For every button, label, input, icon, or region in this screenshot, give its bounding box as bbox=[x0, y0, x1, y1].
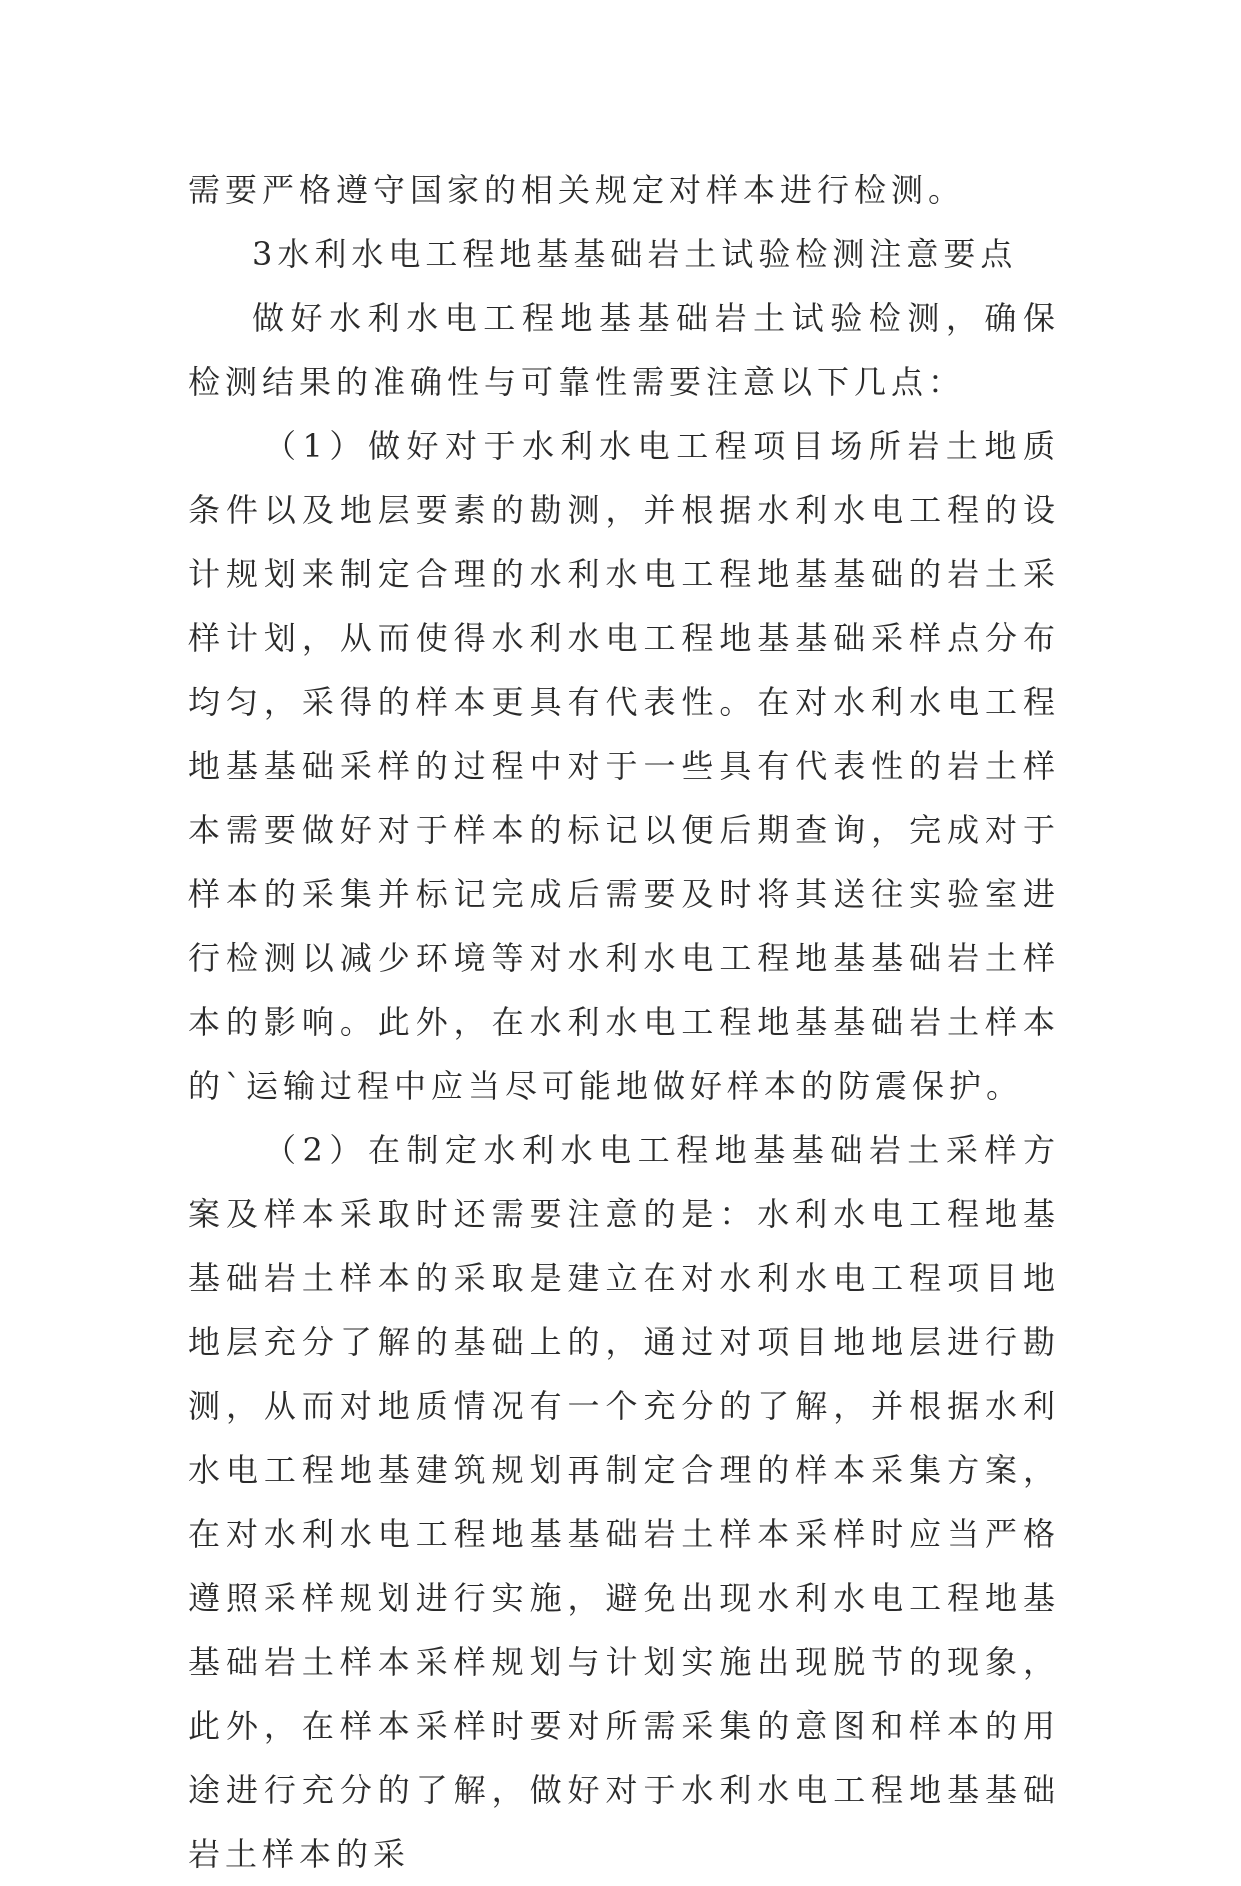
document-body bbox=[188, 158, 1060, 1886]
paragraph-intro: 做好水利水电工程地基基础岩土试验检测，确保检测结果的准确性与可靠性需要注意以下几点： bbox=[188, 299, 1060, 401]
paragraph-continuation: 需要严格遵守国家的相关规定对样本进行检测。 bbox=[188, 171, 966, 209]
section-heading: 3水利水电工程地基基础岩土试验检测注意要点 bbox=[252, 235, 1018, 273]
paragraph-point-2: （2）在制定水利水电工程地基基础岩土采样方案及样本采取时还需要注意的是：水利水电工程地基基础岩土样本的采取是建立在对水利水电工程项目地地层充分了解的基础上的，通过对项目地地层进行勘测，从而对地质情况有一个充分的了解，并根据水利水电工程地基建筑规划再制定合理的样本采集方案，在对水利水电工程地基基础岩土样本采样时应当严格遵照采样规划进行实施，避免出现水利水电工程地基基础岩土样本采样规划与计划实施出现脱节的现象，此外，在样本采样时要对所需采集的意图和样本的用途进行充分的了解，做好对于水利水电工程地基基础岩土样本的采 bbox=[188, 1131, 1060, 1873]
paragraph-point-1: （1）做好对于水利水电工程项目场所岩土地质条件以及地层要素的勘测，并根据水利水电工程的设计规划来制定合理的水利水电工程地基基础的岩土采样计划，从而使得水利水电工程地基基础采样点分布均匀，采得的样本更具有代表性。在对水利水电工程地基基础采样的过程中对于一些具有代表性的岩土样本需要做好对于样本的标记以便后期查询，完成对于样本的采集并标记完成后需要及时将其送往实验室进行检测以减少环境等对水利水电工程地基基础岩土样本的影响。此外，在水利水电工程地基基础岩土样本的`运输过程中应当尽可能地做好样本的防震保护。 bbox=[188, 427, 1060, 1105]
